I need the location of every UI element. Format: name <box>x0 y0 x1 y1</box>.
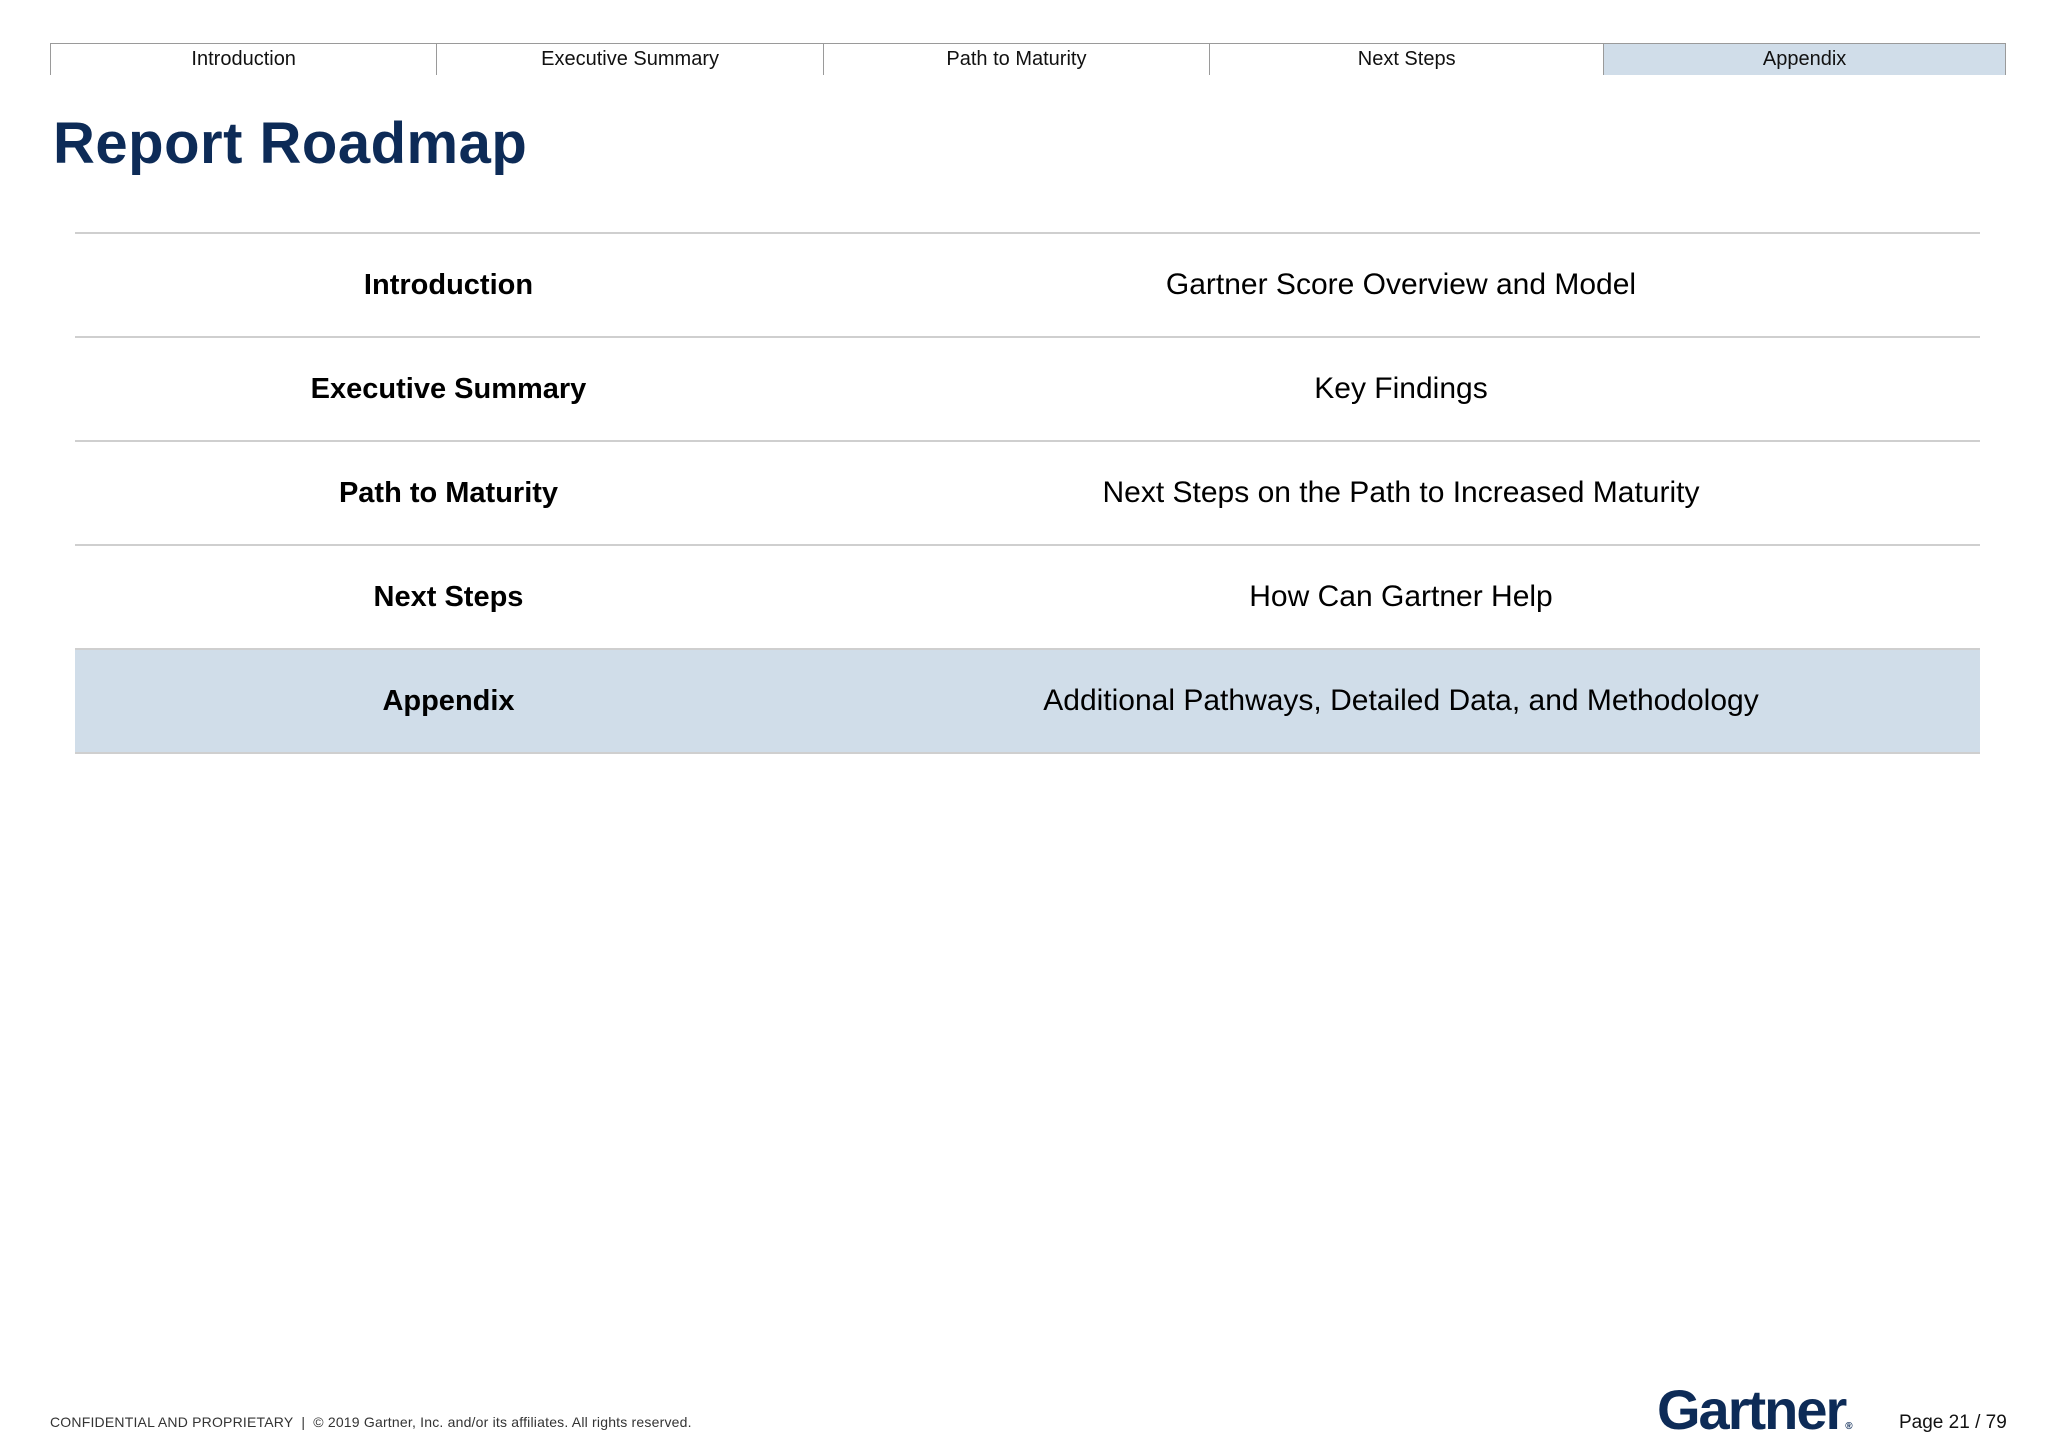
roadmap-row-next-steps[interactable] <box>75 546 1980 650</box>
registered-mark: ® <box>1845 1421 1853 1432</box>
page-title: Report Roadmap <box>53 111 528 176</box>
roadmap-table <box>75 232 1980 754</box>
roadmap-section-label: Executive Summary <box>310 372 587 405</box>
page-number: Page 21 / 79 <box>1899 1412 2007 1433</box>
footer-separator: | <box>301 1414 306 1430</box>
logo-wordmark: Gartner <box>1657 1378 1846 1441</box>
tab-executive-summary[interactable]: Executive Summary <box>436 44 822 75</box>
roadmap-row-executive-summary[interactable] <box>75 338 1980 442</box>
roadmap-section-description: Key Findings <box>1314 372 1488 405</box>
tab-next-steps[interactable]: Next Steps <box>1209 44 1603 75</box>
roadmap-section-label: Next Steps <box>373 580 524 613</box>
roadmap-section-description: Gartner Score Overview and Model <box>1165 268 1637 301</box>
roadmap-section-description: How Can Gartner Help <box>1249 580 1553 613</box>
roadmap-section-description: Next Steps on the Path to Increased Maturity <box>1102 476 1700 509</box>
copyright-text: © 2019 Gartner, Inc. and/or its affiliates. All rights reserved. <box>313 1414 692 1430</box>
roadmap-row-appendix[interactable] <box>75 650 1980 754</box>
roadmap-row-path-to-maturity[interactable] <box>75 442 1980 546</box>
roadmap-row-introduction[interactable] <box>75 234 1980 338</box>
tab-introduction[interactable]: Introduction <box>50 44 436 75</box>
footer-legal <box>50 1414 692 1430</box>
tab-path-to-maturity[interactable]: Path to Maturity <box>823 44 1209 75</box>
confidential-label: CONFIDENTIAL AND PROPRIETARY <box>50 1414 294 1430</box>
roadmap-section-description: Additional Pathways, Detailed Data, and Methodology <box>1043 684 1759 717</box>
roadmap-section-label: Introduction <box>363 268 534 301</box>
gartner-logo <box>1657 1377 1853 1442</box>
tab-appendix[interactable]: Appendix <box>1603 44 2006 75</box>
roadmap-section-label: Path to Maturity <box>338 476 559 509</box>
section-tabs <box>50 43 2006 75</box>
roadmap-section-label: Appendix <box>382 684 515 717</box>
